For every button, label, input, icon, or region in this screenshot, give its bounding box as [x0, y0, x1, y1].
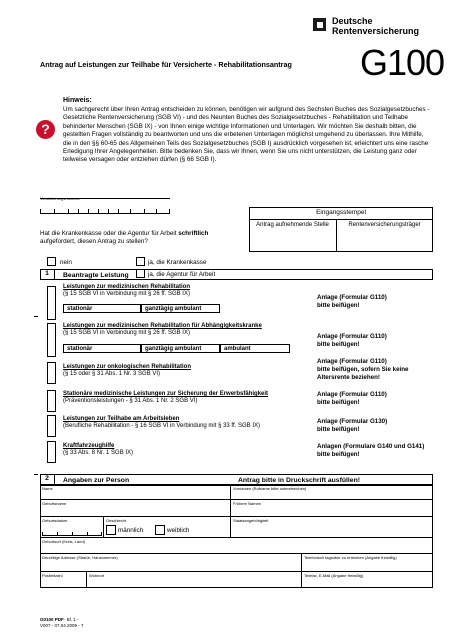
kk-krankenkasse-label: ja, die Krankenkasse [148, 259, 207, 266]
benefit-prevention-note1: Anlage (Formular G110) [317, 391, 387, 398]
benefit-vehicle-note1: Anlagen (Formulare G140 und G141) [317, 443, 425, 450]
grid-vline [86, 571, 87, 588]
kk-question-bold: schriftlich [178, 230, 209, 237]
addiction-stationaer-option[interactable] [63, 344, 141, 353]
benefit-work-title: Leistungen zur Teilhabe am Arbeitsleben [63, 416, 180, 422]
benefit-work-note2: bitte beifügen! [317, 426, 360, 433]
benefit-prevention-title: Stationäre medizinische Leistungen zur Sicherung der Erwerbsfähigkeit [63, 391, 269, 397]
option-label: stationär [67, 346, 93, 352]
telefax-field-label: Telefax, E-Mail (Angabe freiwillig) [304, 573, 364, 578]
vorname-field-label: Vornamen (Rufname bitte unterstreichen) [233, 486, 307, 491]
option-label: ambulant [224, 346, 251, 352]
staatsangehoerigkeit-field-label: Staatsangehörigkeit [233, 518, 269, 523]
adresse-field-label: Derzeitige Adresse (Straße, Hausnummer) [42, 555, 118, 560]
footer-form-id: G0100 PDF [40, 617, 64, 622]
geburtsname-field-label: Geburtsname [42, 501, 67, 506]
name-field-label: Name [42, 486, 53, 491]
section1-title: Beantragte Leistung [63, 272, 129, 279]
medical-ambulant-option[interactable] [141, 304, 220, 313]
telefon-field-label: Telefonisch tagsüber zu erreichen (Angabe freiwillig) [304, 555, 397, 560]
kk-krankenkasse-checkbox[interactable] [136, 257, 145, 266]
maennlich-label: männlich [118, 527, 144, 534]
stamp-left-label: Antrag aufnehmende Stelle [256, 222, 329, 228]
benefit-prevention-note2: bitte beifügen! [317, 399, 360, 406]
benefit-addiction-note1: Anlage (Formular G110) [317, 333, 387, 340]
stamp-title: Eingangsstempel [316, 209, 366, 216]
benefit-vehicle-title: Kraftfahrzeughilfe [63, 443, 115, 449]
grid-line [40, 571, 433, 572]
hint-title: Hinweis: [63, 97, 92, 104]
grid-line [40, 499, 433, 500]
benefit-oncology-note1: Anlage (Formular G110) [317, 358, 387, 365]
vsnr-label: Versicherungsnummer [40, 196, 81, 201]
geburtsdatum-input[interactable] [42, 529, 102, 536]
benefit-oncology-sub: (§ 15 oder § 31 Abs. 1 Nr. 3 SGB VI) [63, 371, 161, 377]
benefit-addiction-title: Leistungen zur medizinischen Rehabilitation für Abhängigkeitskranke [63, 323, 262, 329]
stamp-divider [249, 219, 433, 220]
kk-agentur-label: ja, die Agentur für Arbeit [148, 271, 216, 278]
benefit-addiction-sub: (§ 15 SGB VI in Verbindung mit § 26 ff. SGB IX) [63, 330, 190, 336]
logo-text-line2: Rentenversicherung [332, 26, 420, 36]
benefit-prevention-checkbox[interactable] [47, 390, 56, 412]
section2-title: Angaben zur Person [63, 477, 130, 484]
benefit-medical-note2: bitte beifügen! [317, 302, 360, 309]
question-icon: ? [36, 120, 55, 139]
logo-mark-inner [317, 22, 323, 28]
addiction-ganztaegig-option[interactable] [141, 344, 220, 353]
benefit-work-note1: Anlage (Formular G130) [317, 418, 388, 425]
benefit-oncology-note2: bitte beifügen, sofern Sie keine [317, 366, 409, 373]
benefit-addiction-checkbox[interactable] [47, 323, 56, 357]
vsnr-input[interactable] [40, 200, 170, 214]
benefit-work-checkbox[interactable] [47, 415, 56, 437]
benefit-vehicle-sub: (§ 33 Abs. 8 Nr. 1 SGB IX) [63, 450, 134, 456]
benefit-medical-checkbox[interactable] [47, 286, 56, 320]
option-label: ganztägig ambulant [145, 346, 202, 352]
grid-line [40, 553, 433, 554]
wohnort-field-label: Wohnort [89, 573, 105, 578]
kk-question-post: aufgefordert, diesen Antrag zu stellen? [40, 238, 148, 245]
medical-stationaer-option[interactable] [63, 304, 141, 313]
fruehere-namen-field-label: Frühere Namen [233, 501, 262, 506]
vsnr-divider [40, 198, 170, 199]
benefit-medical-sub: (§ 15 SGB VI in Verbindung mit § 26 ff. SGB IX) [63, 291, 190, 297]
form-code: G100 [360, 42, 445, 83]
section2-instruction: Antrag bitte in Druckschrift ausfüllen! [238, 477, 360, 484]
benefit-oncology-title: Leistungen zur onkologischen Rehabilitation [63, 364, 192, 370]
grid-line [40, 516, 433, 517]
geschlecht-field-label: Geschlecht [106, 518, 127, 523]
kk-question-pre: Hat die Krankenkasse oder die Agentur für Arbeit [40, 230, 179, 237]
addiction-ambulant-option[interactable] [220, 344, 290, 353]
option-label: stationär [67, 306, 93, 312]
grid-vline [103, 516, 104, 537]
benefit-oncology-note3: Altersrente beziehen! [317, 374, 380, 381]
benefit-medical-note1: Anlage (Formular G110) [317, 294, 387, 301]
geburtsort-field-label: Geburtsort (Kreis, Land) [42, 539, 85, 544]
hint-text: Um sachgerecht über Ihren Antrag entscheiden zu können, benötigen wir aufgrund des Sechsten Buches des Sozialgesetzbuches - Gesetzliche Rentenversicherung (SGB VI) - und des Neunten Buches des Sozialgesetzbuches - Rehabilitation und Teilhabe behinderter Menschen (SGB IX) - von Ihnen einige wichtige Informationen und Unterlagen. Wir möchten Sie deshalb bitten, die gestellten Fragen vollständig zu beantworten und uns die erbetenen Unterlagen möglichst umgehend zu überlassen. Ihre Mithilfe, die in den §§ 60-65 des Allgemeinen Teils des Sozialgesetzbuches (SGB I) ausdrücklich vorgesehen ist, erleichtert uns eine rasche Erledigung Ihrer Angelegenheiten. Bitte bedenken Sie, dass wir Ihnen, wenn Sie uns nicht unterstützen, die Leistung ganz oder teilweise versagen oder entziehen dürfen (§ 66 SGB I). [63, 106, 430, 164]
kk-no-label: nein [60, 259, 72, 266]
footer-page: - Bl. 1 - [64, 617, 79, 622]
benefit-prevention-sub: (Präventionsleistungen - § 31 Abs. 1 Nr. 2 SGB VI) [63, 398, 198, 404]
footer-version: V007 - 07.04.2009 - 7 [40, 623, 84, 628]
weiblich-checkbox[interactable] [155, 525, 165, 535]
margin-mark [34, 474, 38, 475]
kk-question [40, 230, 240, 246]
stamp-right-label: Rentenversicherungsträger [348, 222, 421, 228]
benefit-work-sub: (Berufliche Rehabilitation - § 16 SGB VI in Verbindung mit § 33 ff. SGB IX) [63, 423, 260, 429]
grid-vline [301, 553, 302, 588]
benefit-vehicle-note2: bitte beifügen! [317, 451, 360, 458]
weiblich-label: weiblich [167, 527, 190, 534]
geburtsdatum-field-label: Geburtsdatum [42, 518, 68, 523]
benefit-medical-title: Leistungen zur medizinischen Rehabilitation [63, 284, 191, 290]
logo-text-line1: Deutsche [332, 16, 373, 26]
section2-number: 2 [40, 474, 55, 485]
page-title: Antrag auf Leistungen zur Teilhabe für Versicherte - Rehabilitationsantrag [40, 60, 292, 69]
plz-field-label: Postleitzahl [42, 573, 63, 578]
benefit-vehicle-checkbox[interactable] [47, 441, 56, 463]
grid-vline [230, 485, 231, 537]
margin-mark [34, 316, 38, 317]
benefit-addiction-note2: bitte beifügen! [317, 341, 360, 348]
section1-number: 1 [40, 269, 55, 280]
option-label: ganztägig ambulant [145, 306, 202, 312]
benefit-oncology-checkbox[interactable] [47, 362, 56, 384]
grid-line [40, 537, 433, 538]
kk-no-checkbox[interactable] [47, 257, 56, 266]
maennlich-checkbox[interactable] [106, 525, 116, 535]
